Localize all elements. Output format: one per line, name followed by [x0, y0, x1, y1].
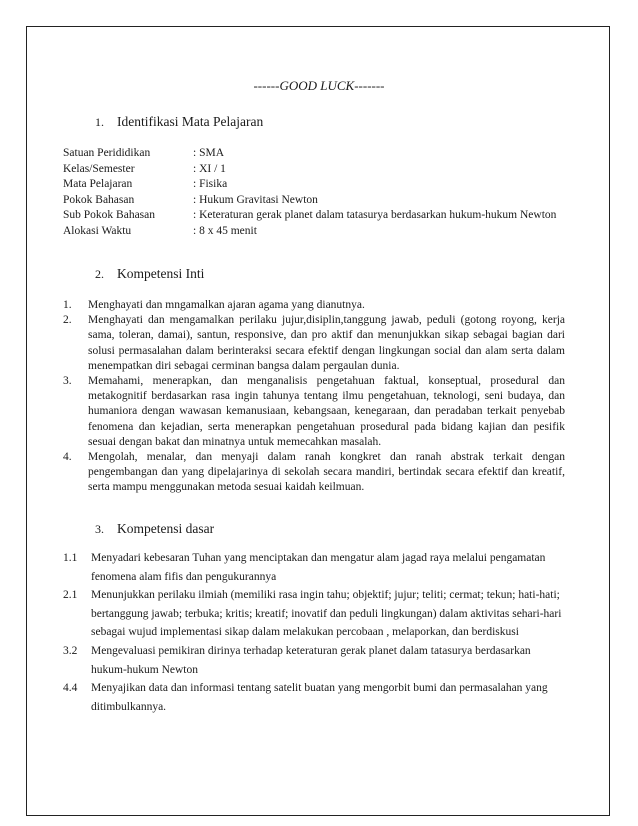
kompetensi-inti-list [63, 298, 565, 496]
identifikasi-value: : Fisika [193, 178, 228, 190]
list-item [63, 549, 565, 586]
list-item [63, 298, 565, 313]
list-item [63, 679, 565, 716]
item-number: 3. [63, 375, 72, 388]
kompetensi-dasar-list [63, 549, 565, 716]
section-title: Identifikasi Mata Pelajaran [117, 114, 264, 129]
identifikasi-value: : Hukum Gravitasi Newton [193, 193, 318, 206]
item-text: Memahami, menerapkan, dan menganalisis pengetahuan faktual, konseptual, prosedural dan metakognitif berdasarkan rasa ingin tahunya tentang ilmu pengetahuan, teknologi, seni budaya, dan humaniora dengan wawasan kemanusiaan, kebangsaan, kenegaraan, dan peradaban terkait penyebab fenomena dan kejadian, serta menerapkan pengetahuan prosedural pada bidang kajian dan pesifik sesuai dengan bakat dan minatnya untuk memecahkan masalah. [88, 375, 565, 448]
identifikasi-row [63, 177, 583, 193]
item-text: Menyajikan data dan informasi tentang satelit buatan yang mengorbit bumi dan permasalahan yang ditimbulkannya. [91, 682, 548, 713]
identifikasi-row [63, 208, 583, 224]
section-title: Kompetensi dasar [117, 521, 215, 536]
section-number: 1. [95, 115, 104, 129]
identifikasi-table [63, 146, 583, 239]
identifikasi-label: Mata Pelajaran [63, 178, 133, 190]
identifikasi-value: : Keteraturan gerak planet dalam tatasurya berdasarkan hukum-hukum Newton [193, 209, 557, 221]
list-item [63, 642, 565, 679]
identifikasi-label: Satuan Perididikan [63, 147, 151, 159]
identifikasi-row [63, 224, 583, 240]
identifikasi-value: : SMA [193, 147, 224, 159]
list-item [63, 374, 565, 450]
list-item [63, 450, 565, 496]
item-text: Mengolah, menalar, dan menyaji dalam ranah kongkret dan ranah abstrak terkait dengan pengembangan dan yang dipelajarinya di sekolah secara mandiri, bertindak secara efektif dan kreatif, serta mampu menggunakan metoda sesuai kaidah keilmuan. [88, 451, 565, 494]
identifikasi-label: Pokok Bahasan [63, 193, 135, 206]
list-item [63, 586, 565, 642]
good-luck-banner: ------GOOD LUCK------- [253, 78, 385, 93]
item-text: Menunjukkan perilaku ilmiah (memiliki rasa ingin tahu; objektif; jujur; teliti; cermat; tekun; hati-hati; bertanggung jawab; terbuka; kritis; kreatif; inovatif dan peduli lingkungan) dalam aktivitas sehari-hari sebagai wujud implementasi sikap dalam melakukan percobaan , melaporkan, dan berdiskusi [91, 589, 562, 639]
item-number: 4. [63, 451, 72, 464]
identifikasi-row [63, 146, 583, 162]
item-text: Menyadari kebesaran Tuhan yang menciptakan dan mengatur alam jagad raya melalui pengamatan fenomena alam fifis dan pengukurannya [91, 552, 546, 583]
section-heading-identifikasi [95, 114, 263, 130]
section-heading-kompetensi-dasar [95, 521, 214, 537]
identifikasi-value: : 8 x 45 menit [193, 224, 257, 237]
identifikasi-label: Kelas/Semester [63, 162, 135, 175]
section-title: Kompetensi Inti [117, 266, 205, 281]
identifikasi-row [63, 162, 583, 178]
section-heading-kompetensi-inti [95, 266, 204, 282]
item-number: 1. [63, 299, 72, 311]
identifikasi-label: Sub Pokok Bahasan [63, 209, 155, 221]
identifikasi-label: Alokasi Waktu [63, 224, 132, 237]
item-text: Mengevaluasi pemikiran dirinya terhadap keteraturan gerak planet dalam tatasurya berdasarkan hukum-hukum Newton [91, 644, 531, 676]
item-text: Menghayati dan mengamalkan perilaku jujur,disiplin,tanggung jawab, peduli (gotong royong, kerja sama, toleran, damai), santun, responsive, dan pro aktif dan menunjukkan sikap sebagai bagian dari solusi permasalahan dalam berinteraksi secara efektif dengan lingkungan social dan alam serta dalam menempatkan diri sebagai cerminan bangsa dalam pergaulan dunia. [88, 314, 565, 372]
item-number: 4.4 [63, 682, 78, 695]
item-number: 3.2 [63, 644, 78, 657]
item-number: 2. [63, 314, 72, 327]
section-number: 2. [95, 267, 104, 281]
identifikasi-row [63, 193, 583, 209]
item-number: 2.1 [63, 589, 78, 602]
item-number: 1.1 [63, 552, 78, 564]
item-text: Menghayati dan mngamalkan ajaran agama yang dianutnya. [88, 299, 365, 311]
section-number: 3. [95, 522, 104, 536]
list-item [63, 313, 565, 374]
identifikasi-value: : XI / 1 [193, 162, 226, 175]
